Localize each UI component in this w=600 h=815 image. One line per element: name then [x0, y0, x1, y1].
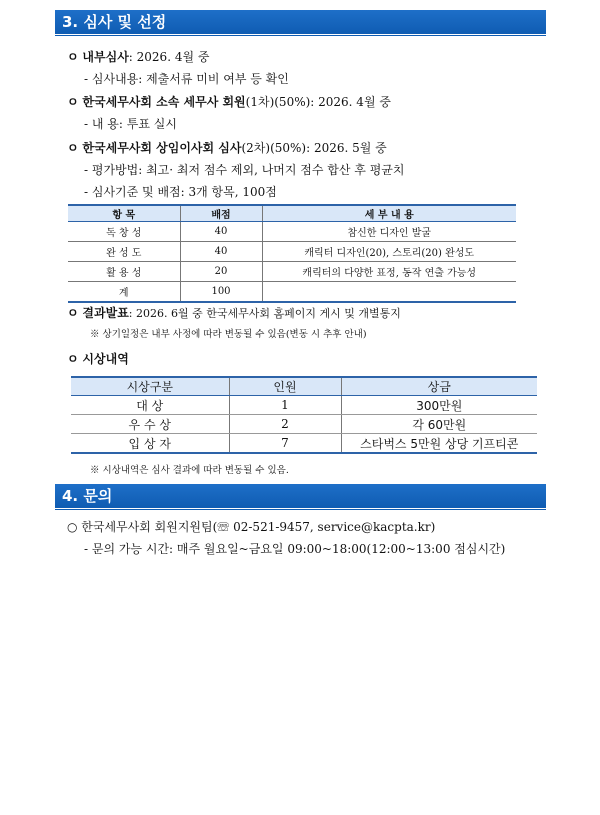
- bullet-icon: ㅇ: [67, 306, 79, 320]
- table-cell: 우 수 상: [71, 415, 229, 434]
- table-row: [71, 434, 537, 454]
- section3-title: 3. 심사 및 선정: [55, 10, 546, 34]
- table-row: [68, 242, 516, 262]
- table-cell: 입 상 자: [71, 434, 229, 454]
- table-cell: 40: [180, 222, 262, 242]
- table-cell: 1: [229, 396, 341, 415]
- result-detail: : 2026. 6월 중 한국세무사회 홈페이지 게시 및 개별통지: [128, 307, 401, 320]
- member-vote-date: (1차)(50%): 2026. 4월 중: [245, 95, 391, 109]
- column-header: 항 목: [68, 205, 180, 222]
- column-header: 세 부 내 용: [262, 205, 516, 222]
- internal-review-date: : 2026. 4월 중: [128, 50, 210, 64]
- column-header: 인원: [229, 377, 341, 396]
- section4-title: 4. 문의: [55, 484, 546, 508]
- review-content-line: - 심사내용: 제출서류 미비 여부 등 확인: [84, 72, 289, 86]
- bullet-icon: ㅇ: [67, 352, 79, 366]
- table-cell: 독 창 성: [68, 222, 180, 242]
- table-cell: 7: [229, 434, 341, 454]
- prize-heading-text: 시상내역: [82, 352, 129, 366]
- table-cell: 각 60만원: [341, 415, 537, 434]
- bullet-icon: ㅇ: [67, 50, 79, 64]
- table-cell: 캐릭터의 다양한 표정, 동작 연출 가능성: [262, 262, 516, 282]
- table-cell: 20: [180, 262, 262, 282]
- table-header-row: [68, 205, 516, 222]
- table-cell: [262, 282, 516, 303]
- column-header: 배점: [180, 205, 262, 222]
- table-total-row: [68, 282, 516, 303]
- table-cell: 참신한 디자인 발굴: [262, 222, 516, 242]
- member-vote-line: [67, 93, 391, 110]
- table-cell: 40: [180, 242, 262, 262]
- criteria-summary-line: - 심사기준 및 배점: 3개 항목, 100점: [84, 185, 277, 199]
- result-announcement-line: [67, 304, 401, 321]
- contact-line: ○ 한국세무사회 회원지원팀(☏ 02-521-9457, service@kacpta.kr): [67, 520, 436, 534]
- internal-review-label: 내부심사: [82, 50, 129, 64]
- internal-review-line: [67, 48, 209, 65]
- prize-heading: [67, 350, 129, 367]
- table-cell: 활 용 성: [68, 262, 180, 282]
- table-cell: 300만원: [341, 396, 537, 415]
- board-review-line: [67, 139, 387, 156]
- table-header-row: [71, 377, 537, 396]
- inquiry-hours-line: - 문의 가능 시간: 매주 월요일~금요일 09:00~18:00(12:00~13:00 점심시간): [84, 542, 506, 556]
- column-header: 시상구분: [71, 377, 229, 396]
- table-row: [71, 396, 537, 415]
- column-header: 상금: [341, 377, 537, 396]
- table-cell: 대 상: [71, 396, 229, 415]
- prize-table: [71, 376, 537, 454]
- evaluation-method-line: - 평가방법: 최고· 최저 점수 제외, 나머지 점수 합산 후 평균치: [84, 163, 405, 177]
- table-cell: 계: [68, 282, 180, 303]
- member-vote-label: 한국세무사회 소속 세무사 회원: [82, 95, 246, 109]
- table-cell: 완 성 도: [68, 242, 180, 262]
- schedule-note: ※ 상기일정은 내부 사정에 따라 변동될 수 있음(변동 시 추후 안내): [90, 329, 367, 340]
- bullet-icon: ㅇ: [67, 141, 79, 155]
- table-row: [68, 262, 516, 282]
- result-label: 결과발표: [82, 306, 129, 320]
- table-cell: 2: [229, 415, 341, 434]
- table-cell: 스타벅스 5만원 상당 기프티콘: [341, 434, 537, 454]
- board-review-date: (2차)(50%): 2026. 5월 중: [241, 141, 387, 155]
- board-review-label: 한국세무사회 상임이사회 심사: [82, 141, 242, 155]
- table-cell: 캐릭터 디자인(20), 스토리(20) 완성도: [262, 242, 516, 262]
- table-row: [71, 415, 537, 434]
- table-row: [68, 222, 516, 242]
- vote-content-line: - 내 용: 투표 실시: [84, 117, 177, 131]
- criteria-table: [68, 204, 516, 303]
- table-cell: 100: [180, 282, 262, 303]
- prize-note: ※ 시상내역은 심사 결과에 따라 변동될 수 있음.: [90, 465, 289, 476]
- bullet-icon: ㅇ: [67, 95, 79, 109]
